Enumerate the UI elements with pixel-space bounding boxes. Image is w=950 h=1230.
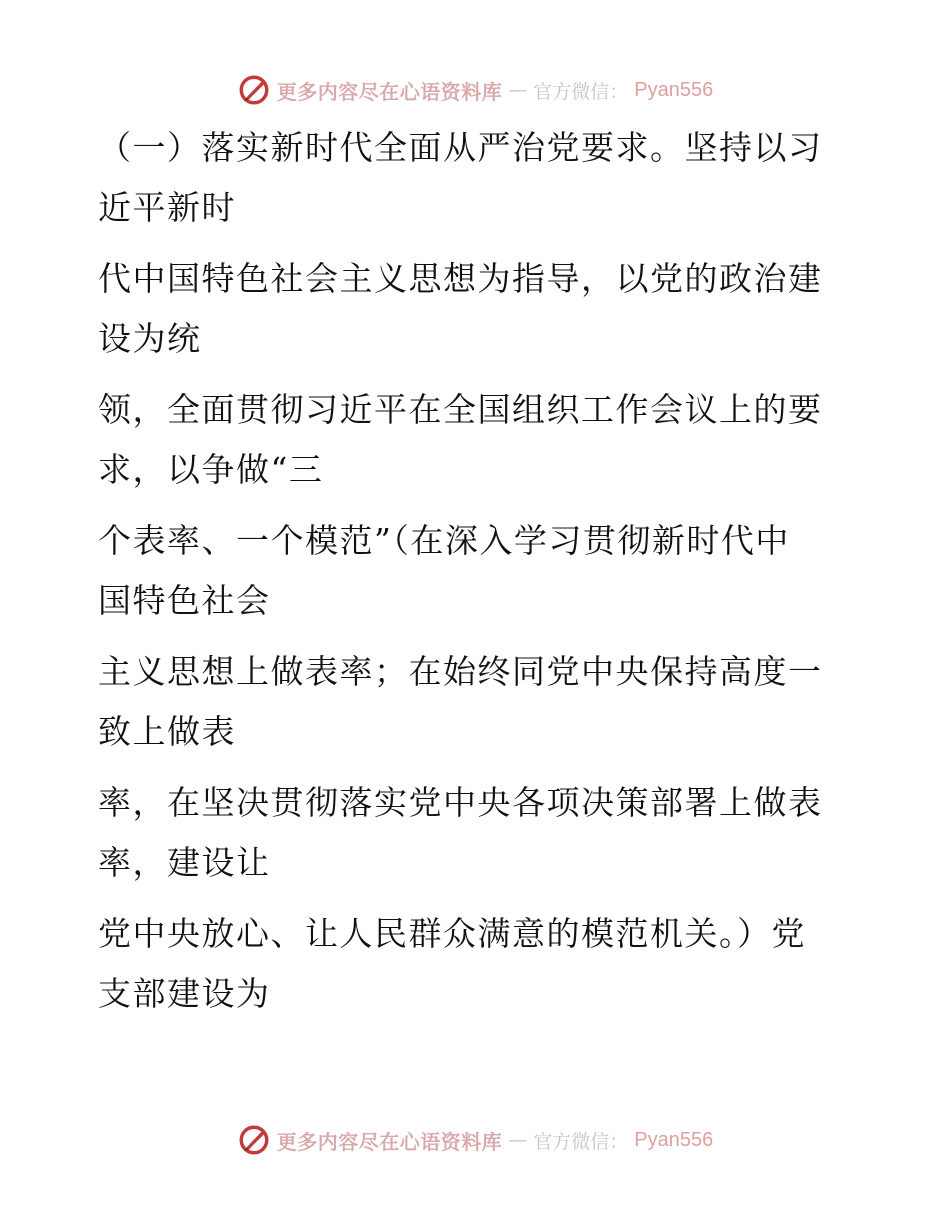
text-line: 领，全面贯彻习近平在全国组织工作会议上的要 (98, 390, 823, 429)
watermark-wechat-id: Pyan556 (634, 1128, 714, 1151)
paragraph (98, 380, 858, 500)
document-body (98, 118, 858, 1024)
text-line: 率，建设让 (98, 843, 271, 882)
text-line: 支部建设为 (98, 974, 271, 1013)
text-line: （一）落实新时代全面从严治党要求。坚持以习 (98, 128, 823, 167)
text-line: 个表率、一个模范”（在深入学习贯彻新时代中 (98, 521, 790, 560)
header-watermark (0, 70, 950, 110)
text-line: 国特色社会 (98, 581, 271, 620)
paragraph (98, 511, 858, 631)
text-line: 设为统 (98, 319, 202, 358)
watermark-site-text: 更多内容尽在心语资料库 (276, 79, 503, 104)
watermark-wechat-id: Pyan556 (634, 78, 714, 101)
text-line: 求，以争做“三 (98, 450, 324, 489)
paragraph (98, 249, 858, 369)
paragraph (98, 642, 858, 762)
text-line: 党中央放心、让人民群众满意的模范机关。）党 (98, 914, 806, 953)
paragraph (98, 904, 858, 1024)
text-line: 率，在坚决贯彻落实党中央各项决策部署上做表 (98, 783, 823, 822)
paragraph (98, 118, 858, 238)
watermark-official-text: 官方微信： (533, 80, 629, 103)
text-line: 主义思想上做表率；在始终同党中央保持高度一 (98, 652, 823, 691)
quill-logo-icon (237, 73, 271, 107)
watermark-site-text: 更多内容尽在心语资料库 (276, 1129, 503, 1154)
paragraph (98, 773, 858, 893)
watermark-dash: — (508, 79, 528, 101)
text-line: 致上做表 (98, 712, 236, 751)
watermark-dash: — (508, 1129, 528, 1151)
quill-logo-icon (237, 1123, 271, 1157)
watermark-official-text: 官方微信： (533, 1130, 629, 1153)
text-line: 近平新时 (98, 188, 236, 227)
footer-watermark (0, 1120, 950, 1160)
text-line: 代中国特色社会主义思想为指导，以党的政治建 (98, 259, 823, 298)
